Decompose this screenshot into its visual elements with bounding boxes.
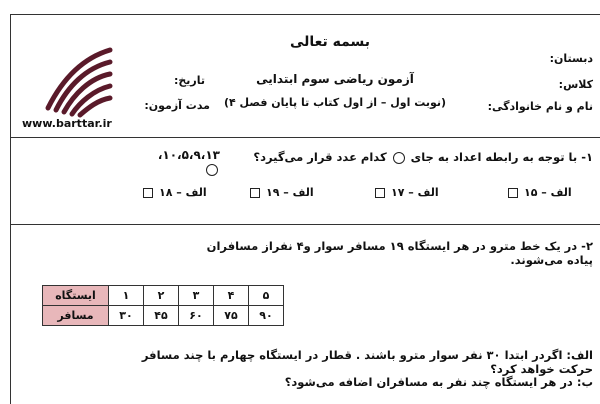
question2-text: ۲- در یک خط مترو در هر ایستگاه ۱۹ مسافر سوار و۴ نفراز مسافران پیاده می‌شوند. <box>206 239 593 267</box>
checkbox-icon[interactable] <box>508 188 518 198</box>
frame-top-border <box>10 14 600 15</box>
table-cell: ۶۰ <box>179 306 214 326</box>
question1-separator <box>10 224 600 225</box>
option-2-label: الف – ۱۷ <box>391 186 439 199</box>
page-title: بسمه تعالی <box>289 34 371 50</box>
table-cell: ۵ <box>249 286 284 306</box>
table-cell: ۴۵ <box>144 306 179 326</box>
checkbox-icon[interactable] <box>250 188 260 198</box>
checkbox-icon[interactable] <box>143 188 153 198</box>
question1-prompt-end: کدام عدد قرار می‌گیرد؟ <box>253 150 387 164</box>
question2-part-a: الف: اگردر ابتدا ۳۰ نفر سوار مترو باشند . قطار در ایستگاه چهارم با چند مسافر حرکت خواهد کرد؟ <box>141 348 593 376</box>
stations-table <box>42 285 284 326</box>
table-cell: ۲ <box>144 286 179 306</box>
option-1[interactable] <box>508 186 572 199</box>
table-cell: ۱ <box>109 286 144 306</box>
placeholder-circle-icon <box>393 152 405 164</box>
table-row <box>43 306 284 326</box>
option-3-label: الف – ۱۹ <box>266 186 314 199</box>
table-row-header: مسافر <box>43 306 109 326</box>
question1-text <box>225 150 593 164</box>
school-label: دبستان: <box>549 52 593 65</box>
table-cell: ۴ <box>214 286 249 306</box>
table-cell: ۳ <box>179 286 214 306</box>
table-cell: ۷۵ <box>214 306 249 326</box>
barttar-logo-icon <box>38 38 118 118</box>
question1-prompt: ۱- با توجه به رابطه اعداد به جای <box>410 150 593 164</box>
question1-sequence <box>150 148 220 176</box>
class-label: کلاس: <box>558 78 593 91</box>
option-1-label: الف – ۱۵ <box>524 186 572 199</box>
exam-title: آزمون ریاضی سوم ابتدایی <box>256 72 414 86</box>
option-4-label: الف – ۱۸ <box>159 186 207 199</box>
duration-label: مدت آزمون: <box>144 99 210 112</box>
exam-subtitle: (نوبت اول – از اول کتاب تا پایان فصل ۴) <box>223 96 447 109</box>
sequence-circle-icon <box>206 164 218 176</box>
frame-left-border <box>10 14 11 404</box>
website-url: www.barttar.ir <box>22 117 112 130</box>
table-row-header: ایستگاه <box>43 286 109 306</box>
table-row <box>43 286 284 306</box>
question2-part-b: ب: در هر ایستگاه چند نفر به مسافران اضافه می‌شود؟ <box>284 375 593 389</box>
option-3[interactable] <box>250 186 314 199</box>
table-cell: ۹۰ <box>249 306 284 326</box>
option-4[interactable] <box>143 186 207 199</box>
checkbox-icon[interactable] <box>375 188 385 198</box>
header-separator <box>10 137 600 138</box>
student-name-label: نام و نام خانوادگی: <box>487 100 593 113</box>
table-cell: ۳۰ <box>109 306 144 326</box>
date-label: تاریخ: <box>173 74 205 87</box>
sequence-values: ۱۰،۵،۹،۱۳، <box>157 148 220 162</box>
option-2[interactable] <box>375 186 439 199</box>
